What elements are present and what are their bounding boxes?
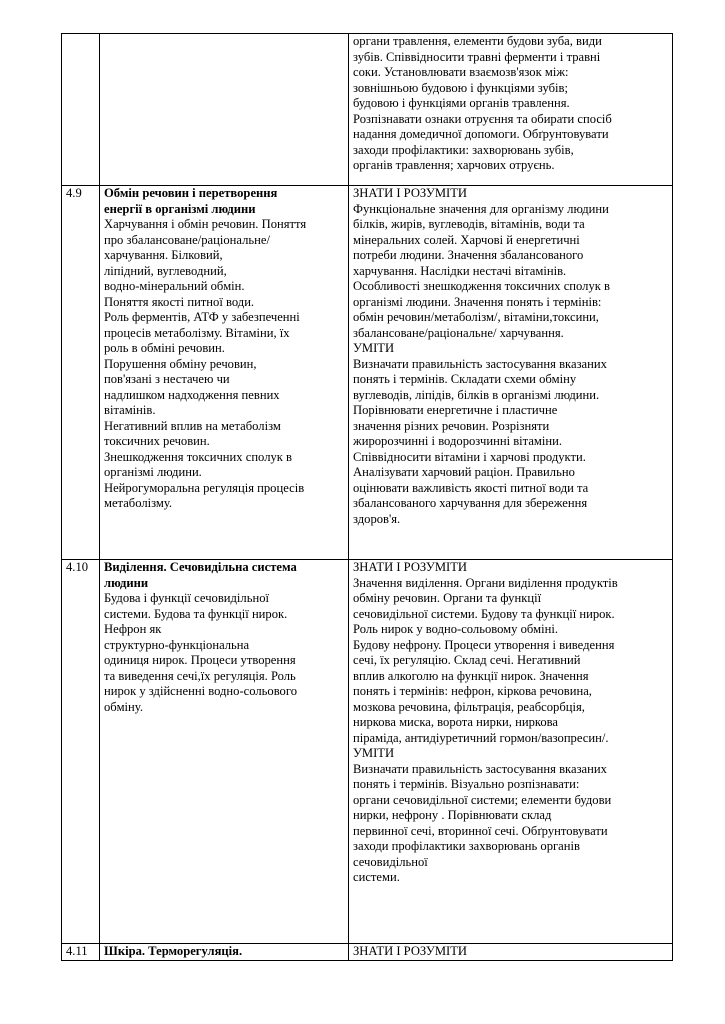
outcome-text-line: обмін речовин/метаболізм/, вітаміни,токсини, [353,310,599,324]
topic-text-line: харчування. Білковий, [104,248,223,262]
topic-text-line: структурно-функціональна [104,637,250,652]
outcome-text-line: ЗНАТИ І РОЗУМІТИ [353,944,468,958]
outcome-text-line: понять і термінів. Візуально розпізнавати: [353,777,580,791]
section-number: 4.11 [66,944,88,958]
outcome-text-line: Визначати правильність застосування вказаних [353,356,607,371]
outcome-text-line: Значення виділення. Органи виділення продуктів [353,575,618,590]
topic-text-line: метаболізму. [104,496,173,510]
topic-title-line: Шкіра. Терморегуляція. [104,944,243,958]
topic-text-line: Роль ферментів, АТФ у забезпеченні [104,310,300,324]
outcome-text-line: ЗНАТИ І РОЗУМІТИ [353,186,468,200]
outcome-text-line: понять і термінів. Складати схеми обміну [353,372,577,386]
topic-text-line: організмі людини. [104,465,202,479]
outcome-text-line: УМІТИ [353,341,395,355]
outcome-text-line: Співвідносити вітаміни і харчові продукти. [353,449,586,464]
topic-text-line: пов'язані з нестачею чи [104,372,230,386]
topic-cell [100,186,349,560]
outcome-text-line: будовою і функціями органів травлення. [353,96,570,110]
outcome-text-line: УМІТИ [353,746,395,760]
outcome-text-line: обміну речовин. Органи та функції [353,591,542,605]
section-number: 4.10 [66,560,89,574]
outcome-text-line: надання домедичної допомоги. Обґрунтовувати [353,127,609,141]
topic-cell [100,944,349,961]
topic-text-line: процесів метаболізму. Вітаміни, їх [104,325,290,340]
outcome-text-line: Порівнювати енергетичне і пластичне [353,403,558,417]
outcome-text-line: мінеральних солей. Харчові й енергетичні [353,232,580,247]
topic-text-line: Знешкодження токсичних сполук в [104,449,292,464]
outcome-text-line: сечі, їх регуляцію. Склад сечі. Негативний [353,653,581,667]
outcome-text-line: соки. Установлювати взаємозв'язок між: [353,65,569,79]
outcome-text-line: білків, жирів, вуглеводів, вітамінів, води та [353,217,585,231]
topic-text-line: Порушення обміну речовин, [104,356,257,371]
outcomes-cell [349,186,673,560]
table-row [62,34,673,186]
outcome-text-line: понять і термінів: нефрон, кіркова речовина, [353,684,592,698]
outcome-text-line: вплив алкоголю на функції нирок. Значення [353,668,589,683]
topic-text-line: про збалансоване/раціональне/ [104,232,270,247]
outcome-text-line: здоров'я. [353,511,401,526]
outcome-text-line: органи травлення, елементи будови зуба, види [353,34,602,48]
outcome-text-line: заходи профілактики захворювань органів [353,839,580,853]
topic-text-line: обміну. [104,699,143,714]
topic-text-line: Будова і функції сечовидільної [104,591,269,605]
topic-text-line: нирок у здійсненні водно-сольового [104,684,298,698]
outcome-text-line: первинної сечі, вторинної сечі. Обґрунтовувати [353,823,608,838]
outcome-text-line: Роль нирок у водно-сольовому обміні. [353,622,559,636]
topic-text-line: водно-мінеральний обмін. [104,279,245,293]
outcome-text-line: значення різних речовин. Розрізняти [353,418,550,433]
topic-text-line: токсичних речовин. [104,434,210,448]
outcome-text-line: зубів. Співвідносити травні ферменти і травні [353,49,601,64]
outcome-text-line: піраміда, антидіуретичний гормон/вазопресин/. [353,730,609,745]
topic-text-line: Харчування і обмін речовин. Поняття [104,217,307,231]
outcomes-cell [349,944,673,961]
table-row [62,186,673,560]
outcome-text-line: потреби людини. Значення збалансованого [353,248,584,262]
outcome-text-line: збалансованого харчування для збереження [353,496,588,510]
topic-text-line: Нейрогуморальна регуляція процесів [104,480,305,495]
outcome-text-line: Визначати правильність застосування вказаних [353,761,607,776]
section-number: 4.9 [66,186,82,200]
outcome-text-line: системи. [353,870,400,884]
outcome-text-line: харчування. Наслідки нестачі вітамінів. [353,263,567,278]
topic-text-line: роль в обміні речовин. [104,341,225,355]
section-number-cell [62,34,100,186]
outcome-text-line: мозкова речовина, фільтрація, реабсорбція, [353,699,585,714]
outcome-text-line: заходи профілактики: захворювань зубів, [353,142,574,157]
outcome-text-line: вуглеводів, ліпідів, білків в організмі людини. [353,387,600,402]
topic-text-line: та виведення сечі,їх регуляція. Роль [104,668,296,683]
outcome-text-line: Будову нефрону. Процеси утворення і виведення [353,637,615,652]
topic-text-line: одиниця нирок. Процеси утворення [104,653,296,667]
topic-cell [100,34,349,186]
outcome-text-line: Аналізувати харчовий раціон. Правильно [353,465,575,479]
curriculum-table-body [62,34,673,961]
outcome-text-line: зовнішньою будовою і функціями зубів; [353,80,568,95]
topic-title-line: Обмін речовин і перетворення [104,186,278,200]
topic-text-line: Нефрон як [104,622,162,636]
topic-title-line: Виділення. Сечовидільна система [104,560,297,574]
outcomes-cell [349,34,673,186]
outcome-text-line: нирки, нефрону . Порівнювати склад [353,808,552,822]
table-row [62,944,673,961]
section-number-cell [62,186,100,560]
outcome-text-line: організмі людини. Значення понять і термінів: [353,294,602,309]
topic-title-line: енергії в організмі людини [104,201,256,216]
outcome-text-line: ЗНАТИ І РОЗУМІТИ [353,560,468,574]
topic-text-line: ліпідний, вуглеводний, [104,263,227,278]
outcome-text-line: сечовидільної [353,854,428,869]
outcome-text-line: оцінювати важливість якості питної води та [353,480,589,495]
topic-text-line: Негативний вплив на метаболізм [104,418,281,433]
topic-text-line: системи. Будова та функції нирок. [104,606,288,621]
curriculum-table [61,33,673,961]
outcomes-cell [349,560,673,944]
outcome-text-line: сечовидільної системи. Будову та функції нирок. [353,606,615,621]
table-row [62,560,673,944]
topic-text-line: Поняття якості питної води. [104,294,255,309]
outcome-text-line: органи сечовидільної системи; елементи будови [353,792,612,807]
outcome-text-line: Розпізнавати ознаки отруєння та обирати спосіб [353,111,612,126]
topic-cell [100,560,349,944]
outcome-text-line: збалансоване/раціональне/ харчування. [353,325,564,340]
outcome-text-line: Функціональне значення для організму людини [353,201,609,216]
topic-title-line: людини [104,575,149,590]
section-number-cell [62,944,100,961]
outcome-text-line: жиророзчинні і водорозчинні вітаміни. [353,434,563,448]
section-number-cell [62,560,100,944]
topic-text-line: надлишком надходження певних [104,387,280,402]
outcome-text-line: ниркова миска, ворота нирки, ниркова [353,715,559,729]
outcome-text-line: Особливості знешкодження токсичних сполук в [353,279,610,293]
topic-text-line: вітамінів. [104,403,156,417]
outcome-text-line: органів травлення; харчових отруєнь. [353,158,555,172]
